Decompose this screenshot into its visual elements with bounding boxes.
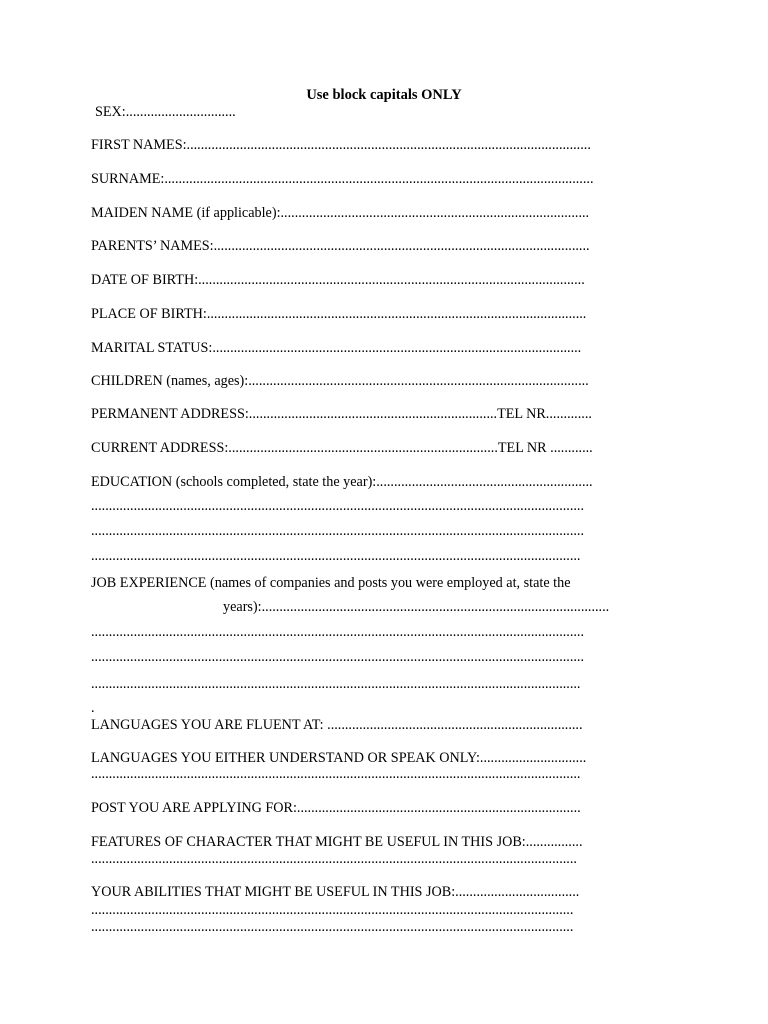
sex-field[interactable]: SEX:...............................	[95, 104, 236, 120]
permanent-address-field[interactable]: PERMANENT ADDRESS:......................................................................TEL NR.............	[91, 406, 592, 422]
post-applying-field[interactable]: POST YOU ARE APPLYING FOR:................................................................................	[91, 800, 581, 816]
first-names-field[interactable]: FIRST NAMES:..................................................................................................................	[91, 137, 591, 153]
partial-languages-continuation-line[interactable]: ..........................................................................................................................................	[91, 766, 581, 782]
partial-languages-field[interactable]: LANGUAGES YOU EITHER UNDERSTAND OR SPEAK ONLY:..............................	[91, 750, 587, 766]
education-continuation-line[interactable]: ..........................................................................................................................................	[91, 548, 581, 564]
current-address-field[interactable]: CURRENT ADDRESS:............................................................................TEL NR ............	[91, 440, 593, 456]
education-field[interactable]: EDUCATION (schools completed, state the year):.............................................................	[91, 474, 593, 490]
job-experience-continuation-line[interactable]: ...........................................................................................................................................	[91, 624, 585, 640]
fluent-languages-field[interactable]: LANGUAGES YOU ARE FLUENT AT: ........................................................................	[91, 717, 583, 733]
abilities-continuation-line[interactable]: ........................................................................................................................................	[91, 902, 574, 918]
abilities-field[interactable]: YOUR ABILITIES THAT MIGHT BE USEFUL IN THIS JOB:...................................	[91, 884, 580, 900]
education-continuation-line[interactable]: ...........................................................................................................................................	[91, 523, 585, 539]
character-features-continuation-line[interactable]: .........................................................................................................................................	[91, 851, 577, 867]
abilities-continuation-line[interactable]: ........................................................................................................................................	[91, 919, 574, 935]
stray-dot: .	[91, 700, 95, 716]
marital-status-field[interactable]: MARITAL STATUS:........................................................................................................	[91, 340, 582, 356]
education-continuation-line[interactable]: ...........................................................................................................................................	[91, 498, 585, 514]
job-experience-continuation-line[interactable]: ..........................................................................................................................................	[91, 676, 581, 692]
character-features-field[interactable]: FEATURES OF CHARACTER THAT MIGHT BE USEFUL IN THIS JOB:................	[91, 834, 583, 850]
parents-names-field[interactable]: PARENTS’ NAMES:..........................................................................................................	[91, 238, 590, 254]
job-experience-label: JOB EXPERIENCE (names of companies and posts you were employed at, state the	[91, 575, 571, 591]
date-of-birth-field[interactable]: DATE OF BIRTH:.............................................................................................................	[91, 272, 585, 288]
maiden-name-field[interactable]: MAIDEN NAME (if applicable):.......................................................................................	[91, 205, 590, 221]
job-experience-field[interactable]: years):..................................................................................................	[223, 599, 610, 615]
place-of-birth-field[interactable]: PLACE OF BIRTH:...........................................................................................................	[91, 306, 587, 322]
children-field[interactable]: CHILDREN (names, ages):................................................................................................	[91, 373, 589, 389]
form-title: Use block capitals ONLY	[306, 87, 462, 103]
job-experience-continuation-line[interactable]: ...........................................................................................................................................	[91, 649, 585, 665]
surname-field[interactable]: SURNAME:.........................................................................................................................	[91, 171, 594, 187]
